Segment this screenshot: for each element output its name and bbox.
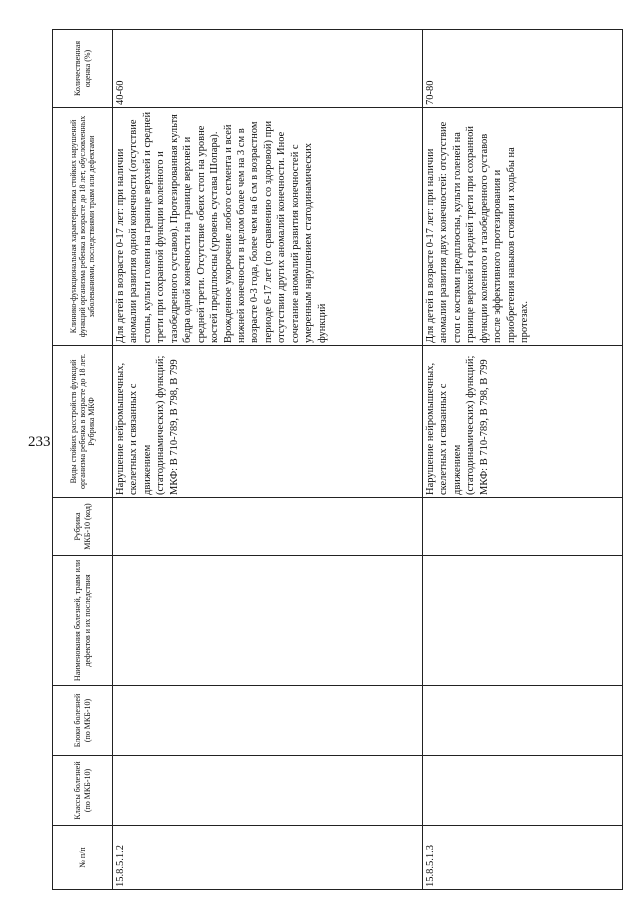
disability-criteria-table bbox=[52, 29, 623, 890]
row-blocks bbox=[423, 686, 623, 756]
row-characteristics: Для детей в возрасте 0-17 лет: при наличии аномалии развития одной конечности (отсутствие стопы, культи голени на границе верхней и средней трети при сохранной функции коленного и тазобедренного суставов). Протезированная культя бедра одной конечности на границе верхней и средней трети. Отсутствие обеих стоп на уровне костей предплюсны (уровень сустава Шопара). Врожденное укорочение любого сегмента и всей нижней конечности в целом более чем на 3 см в возрасте 0-3 года, более чем на 6 см в возрастном периоде 6-17 лет (по сравнению со здоровой) при отсутствии других аномалий конечности. Иное сочетание аномалий развития конечностей с умеренным нарушением статодинамических функций bbox=[113, 108, 423, 346]
row-classes bbox=[113, 756, 423, 826]
rotated-table-wrapper bbox=[52, 30, 622, 890]
row-types: Нарушение нейромышечных, скелетных и связанных с движением (статодинамических) функций; МКФ: В 710-789, В 798, В 799 bbox=[423, 346, 623, 498]
row-rubric bbox=[113, 498, 423, 556]
header-classes: Классы болезней (по МКБ-10) bbox=[53, 756, 113, 826]
header-characteristics: Клинико-функциональная характеристика стойких нарушений функций организма ребенка в возрасте до 18 лет, обусловленных заболеваниями, последствиями травм или дефектами bbox=[53, 108, 113, 346]
row-names bbox=[113, 556, 423, 686]
row-quantitative: 40-60 bbox=[113, 30, 423, 108]
header-num: № п/п bbox=[53, 826, 113, 890]
row-blocks bbox=[113, 686, 423, 756]
header-quantitative: Количественная оценка (%) bbox=[53, 30, 113, 108]
row-quantitative: 70-80 bbox=[423, 30, 623, 108]
table-row bbox=[423, 30, 623, 890]
row-num: 15.8.5.1.2 bbox=[113, 826, 423, 890]
row-characteristics: Для детей в возрасте 0-17 лет: при наличии аномалии развития двух конечностей: отсутствие стоп с костями предплюсны, культи голеней на границе верхней и средней трети при сохранной функции коленного и тазобедренного суставов после эффективного протезирования и приобретения навыков стояния и ходьбы на протезах. bbox=[423, 108, 623, 346]
row-names bbox=[423, 556, 623, 686]
header-blocks: Блоки болезней (по МКБ-10) bbox=[53, 686, 113, 756]
row-num: 15.8.5.1.3 bbox=[423, 826, 623, 890]
row-classes bbox=[423, 756, 623, 826]
header-names: Наименования болезней, травм или дефектов и их последствия bbox=[53, 556, 113, 686]
row-rubric bbox=[423, 498, 623, 556]
header-types: Виды стойких расстройств функций организма ребенка в возрасте до 18 лет. Рубрика МКФ bbox=[53, 346, 113, 498]
row-types: Нарушение нейромышечных, скелетных и связанных с движением (статодинамических) функций; МКФ: В 710-789, В 798, В 799 bbox=[113, 346, 423, 498]
table-header-row bbox=[53, 30, 113, 890]
header-rubric: Рубрика МКБ-10 (код) bbox=[53, 498, 113, 556]
page-number: 233 bbox=[28, 434, 51, 450]
table-row bbox=[113, 30, 423, 890]
